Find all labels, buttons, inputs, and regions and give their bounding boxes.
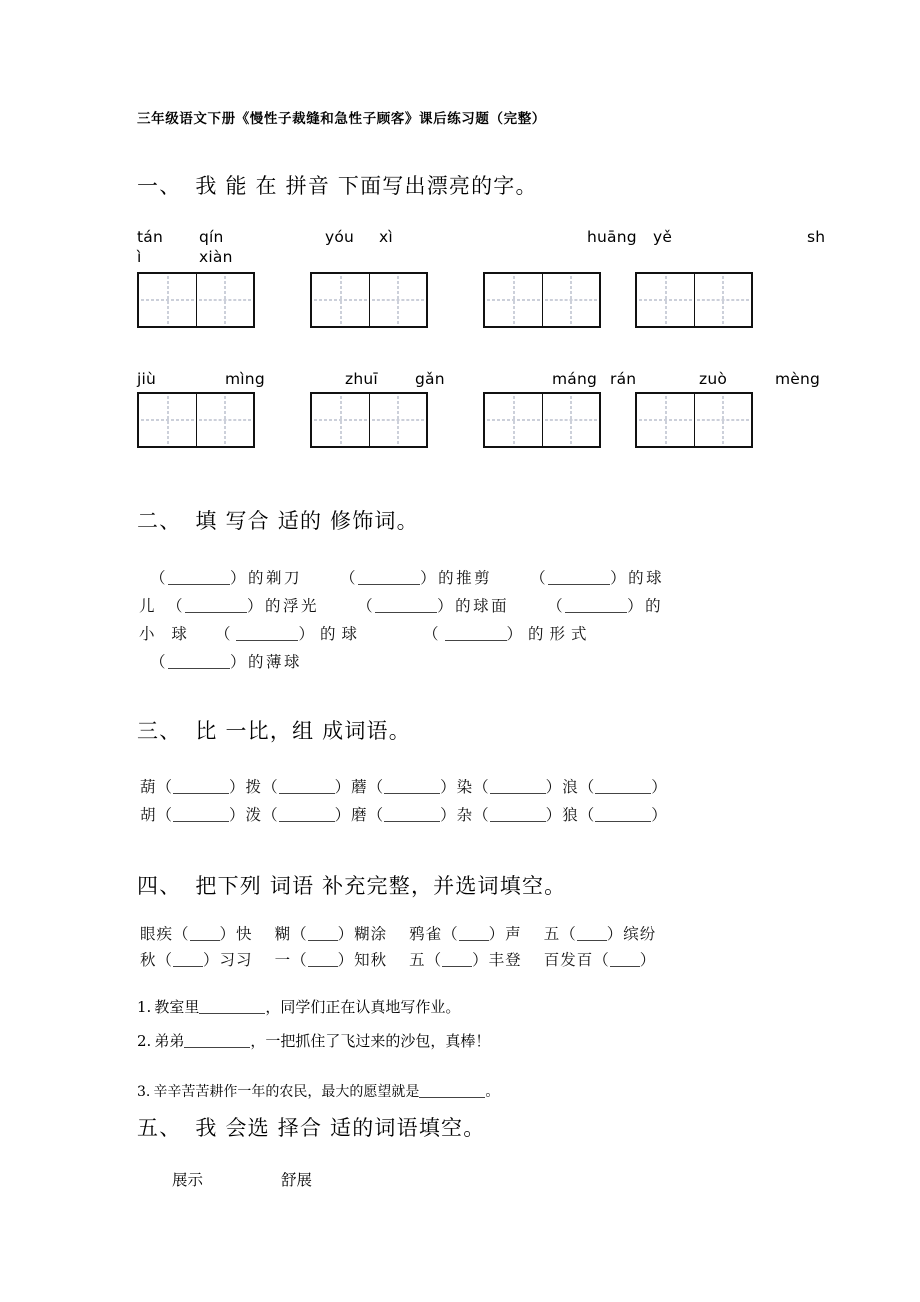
tianzige-box-group-2[interactable] <box>310 272 428 328</box>
blank-input[interactable] <box>459 940 489 941</box>
blank-input[interactable] <box>445 640 507 641</box>
pinyin-xian: xiàn <box>199 248 233 266</box>
blank-input[interactable] <box>279 821 335 822</box>
section-five-heading <box>137 1112 485 1142</box>
blank-input[interactable] <box>384 793 440 794</box>
compare-char: 浪 <box>562 778 579 796</box>
compare-char: 染 <box>456 778 474 796</box>
blank-input[interactable] <box>595 793 651 794</box>
pinyin-shi-part1: sh <box>807 228 826 246</box>
modifier-word: 的形式 <box>528 625 593 643</box>
modifier-word: 的球面 <box>455 597 510 615</box>
modifier-word: 的推剪 <box>438 569 493 587</box>
blank-input[interactable] <box>565 612 627 613</box>
sentence-item-2 <box>137 1030 490 1051</box>
idiom-prefix: 眼疾 <box>140 925 174 943</box>
section-three-title: 比 一比，组 成词语。 <box>195 719 411 743</box>
sentence-text-pre: 教室里 <box>154 998 200 1016</box>
pinyin-you: yóu <box>325 228 355 246</box>
compare-char: 杂 <box>456 806 474 824</box>
modifier-word: 的薄球 <box>248 653 303 671</box>
pinyin-shi-part2: ì <box>137 248 142 266</box>
section-five-title: 我 会选 择合 适的词语填空。 <box>195 1116 486 1140</box>
compare-row-2: 胡（ ）泼（ ）磨（ ）杂（ ）狼（ ） <box>140 806 668 824</box>
idiom-suffix: 声 <box>505 925 522 943</box>
modifier-line-1: （ ）的剃刀 （ ）的推剪 （ ）的球 <box>150 569 665 587</box>
tianzige-box-group-5[interactable] <box>137 392 255 448</box>
blank-input[interactable] <box>419 1097 485 1098</box>
idiom-prefix: 糊 <box>274 925 292 943</box>
idiom-suffix: 糊涂 <box>354 925 388 943</box>
blank-input[interactable] <box>173 821 229 822</box>
compare-char: 拨 <box>245 778 263 796</box>
blank-input[interactable] <box>490 821 546 822</box>
tianzige-cell[interactable] <box>694 394 751 446</box>
sentence-index: 2. <box>137 1032 152 1050</box>
idiom-suffix: 快 <box>236 925 253 943</box>
pinyin-gan: gǎn <box>415 370 445 388</box>
modifier-word: 的浮光 <box>265 597 320 615</box>
compare-row-1: 葫（ ）拨（ ）蘑（ ）染（ ）浪（ ） <box>140 778 668 796</box>
pinyin-xi: xì <box>379 228 393 246</box>
section-four-number: 四、 <box>137 874 182 898</box>
tianzige-cell[interactable] <box>694 274 751 326</box>
section-three-number: 三、 <box>137 719 182 743</box>
compare-char: 蘑 <box>351 778 368 796</box>
blank-input[interactable] <box>595 821 651 822</box>
tianzige-cell[interactable] <box>637 274 694 326</box>
tianzige-cell[interactable] <box>485 274 542 326</box>
pinyin-row-1 <box>137 228 897 250</box>
blank-input[interactable] <box>168 584 230 585</box>
tianzige-box-group-1[interactable] <box>137 272 255 328</box>
tianzige-cell[interactable] <box>369 394 426 446</box>
pinyin-huang: huāng <box>587 228 637 246</box>
pinyin-zuo: zuò <box>699 370 728 388</box>
tianzige-box-group-7[interactable] <box>483 392 601 448</box>
modifier-word: 的球 <box>319 625 363 643</box>
pinyin-ye: yě <box>653 228 673 246</box>
sentence-index: 1. <box>137 998 152 1016</box>
word-bank-item-1[interactable]: 展示 <box>172 1171 204 1189</box>
tianzige-cell[interactable] <box>369 274 426 326</box>
tianzige-cell[interactable] <box>485 394 542 446</box>
section-one-heading <box>137 170 538 200</box>
blank-input[interactable] <box>173 793 229 794</box>
sentence-item-1 <box>137 996 460 1017</box>
blank-input[interactable] <box>490 793 546 794</box>
tianzige-cell[interactable] <box>312 394 369 446</box>
idiom-prefix: 鸦雀 <box>409 925 443 943</box>
idiom-suffix: 丰登 <box>488 951 522 969</box>
tianzige-cell[interactable] <box>542 394 599 446</box>
compare-char: 胡 <box>140 806 157 824</box>
blank-input[interactable] <box>168 668 230 669</box>
section-one-number: 一、 <box>137 174 182 198</box>
pinyin-row-2 <box>137 370 897 392</box>
idiom-prefix: 一 <box>274 951 292 969</box>
compare-char: 葫 <box>140 778 157 796</box>
section-two-heading <box>137 505 419 535</box>
blank-input[interactable] <box>190 940 220 941</box>
section-four-title: 把下列 词语 补充完整，并选词填空。 <box>195 874 567 898</box>
pinyin-jiu: jiù <box>137 370 157 388</box>
pinyin-ming: mìng <box>225 370 265 388</box>
sentence-item-3 <box>137 1081 499 1101</box>
page-title: 三年级语文下册《慢性子裁缝和急性子顾客》课后练习题（完整） <box>137 111 546 127</box>
sentence-text-post: ，一把抓住了飞过来的沙包，真棒！ <box>250 1032 491 1050</box>
pinyin-row-1-wrap <box>137 248 897 270</box>
blank-input[interactable] <box>279 793 335 794</box>
pinyin-mang: máng <box>552 370 598 388</box>
blank-input[interactable] <box>308 966 338 967</box>
idiom-suffix: 知秋 <box>354 951 388 969</box>
blank-input[interactable] <box>384 821 440 822</box>
blank-input[interactable] <box>375 612 437 613</box>
sentence-text-post: ，同学们正在认真地写作业。 <box>265 998 461 1016</box>
modifier-word: 的剃刀 <box>248 569 303 587</box>
compare-char: 磨 <box>351 806 368 824</box>
idiom-row-1: 眼疾（ ）快 糊（ ）糊涂 鸦雀（ ）声 五（ ）缤纷 <box>140 925 657 943</box>
sentence-index: 3. <box>137 1084 151 1100</box>
pinyin-meng: mèng <box>775 370 821 388</box>
pinyin-zhui: zhuī <box>345 370 378 388</box>
tianzige-box-group-8[interactable] <box>635 392 753 448</box>
pinyin-ran: rán <box>610 370 637 388</box>
tianzige-box-group-6[interactable] <box>310 392 428 448</box>
modifier-line-2: 儿 （ ）的浮光 （ ）的球面 （ ）的 <box>139 597 664 615</box>
tianzige-cell[interactable] <box>196 274 253 326</box>
blank-input[interactable] <box>184 1047 250 1048</box>
section-two-title: 填 写合 适的 修饰词。 <box>195 509 419 533</box>
word-bank-item-2[interactable]: 舒展 <box>281 1171 313 1189</box>
blank-input[interactable] <box>236 640 298 641</box>
compare-char: 狼 <box>562 806 579 824</box>
idiom-suffix: 缤纷 <box>623 925 657 943</box>
blank-input[interactable] <box>173 966 203 967</box>
tianzige-box-group-4[interactable] <box>635 272 753 328</box>
modifier-line-3: 小 球 （ ）的球 （ ）的形式 <box>139 625 593 643</box>
tianzige-cell[interactable] <box>312 274 369 326</box>
section-four-heading <box>137 870 566 900</box>
tianzige-cell[interactable] <box>139 274 196 326</box>
idiom-row-2: 秋（ ）习习 一（ ）知秋 五（ ）丰登 百发百（ ） <box>140 951 657 969</box>
blank-input[interactable] <box>308 940 338 941</box>
compare-char: 泼 <box>245 806 263 824</box>
blank-input[interactable] <box>442 966 472 967</box>
blank-input[interactable] <box>577 940 607 941</box>
pinyin-qin: qín <box>199 228 224 246</box>
idiom-prefix: 五 <box>543 925 561 943</box>
idiom-prefix: 秋 <box>140 951 157 969</box>
blank-input[interactable] <box>548 584 610 585</box>
blank-input[interactable] <box>358 584 420 585</box>
blank-input[interactable] <box>610 966 640 967</box>
pinyin-tan: tán <box>137 228 163 246</box>
tianzige-cell[interactable] <box>196 394 253 446</box>
blank-input[interactable] <box>185 612 247 613</box>
tianzige-box-group-3[interactable] <box>483 272 601 328</box>
sentence-text-post: 。 <box>485 1084 500 1100</box>
idiom-suffix: 习习 <box>219 951 253 969</box>
sentence-text-pre: 辛辛苦苦耕作一年的农民，最大的愿望就是 <box>153 1084 420 1100</box>
section-two-number: 二、 <box>137 509 182 533</box>
sentence-text-pre: 弟弟 <box>154 1032 185 1050</box>
section-five-number: 五、 <box>137 1116 182 1140</box>
section-one-title: 我 能 在 拼音 下面写出漂亮的字。 <box>195 174 538 198</box>
idiom-prefix: 五 <box>409 951 426 969</box>
idiom-prefix: 百发百 <box>543 951 594 969</box>
tianzige-cell[interactable] <box>542 274 599 326</box>
tianzige-cell[interactable] <box>139 394 196 446</box>
section-three-heading <box>137 715 411 745</box>
modifier-word: 的球 <box>628 569 665 587</box>
word-bank <box>172 1168 312 1190</box>
modifier-line-4: （ ）的薄球 <box>150 653 303 671</box>
tianzige-cell[interactable] <box>637 394 694 446</box>
blank-input[interactable] <box>199 1013 265 1014</box>
